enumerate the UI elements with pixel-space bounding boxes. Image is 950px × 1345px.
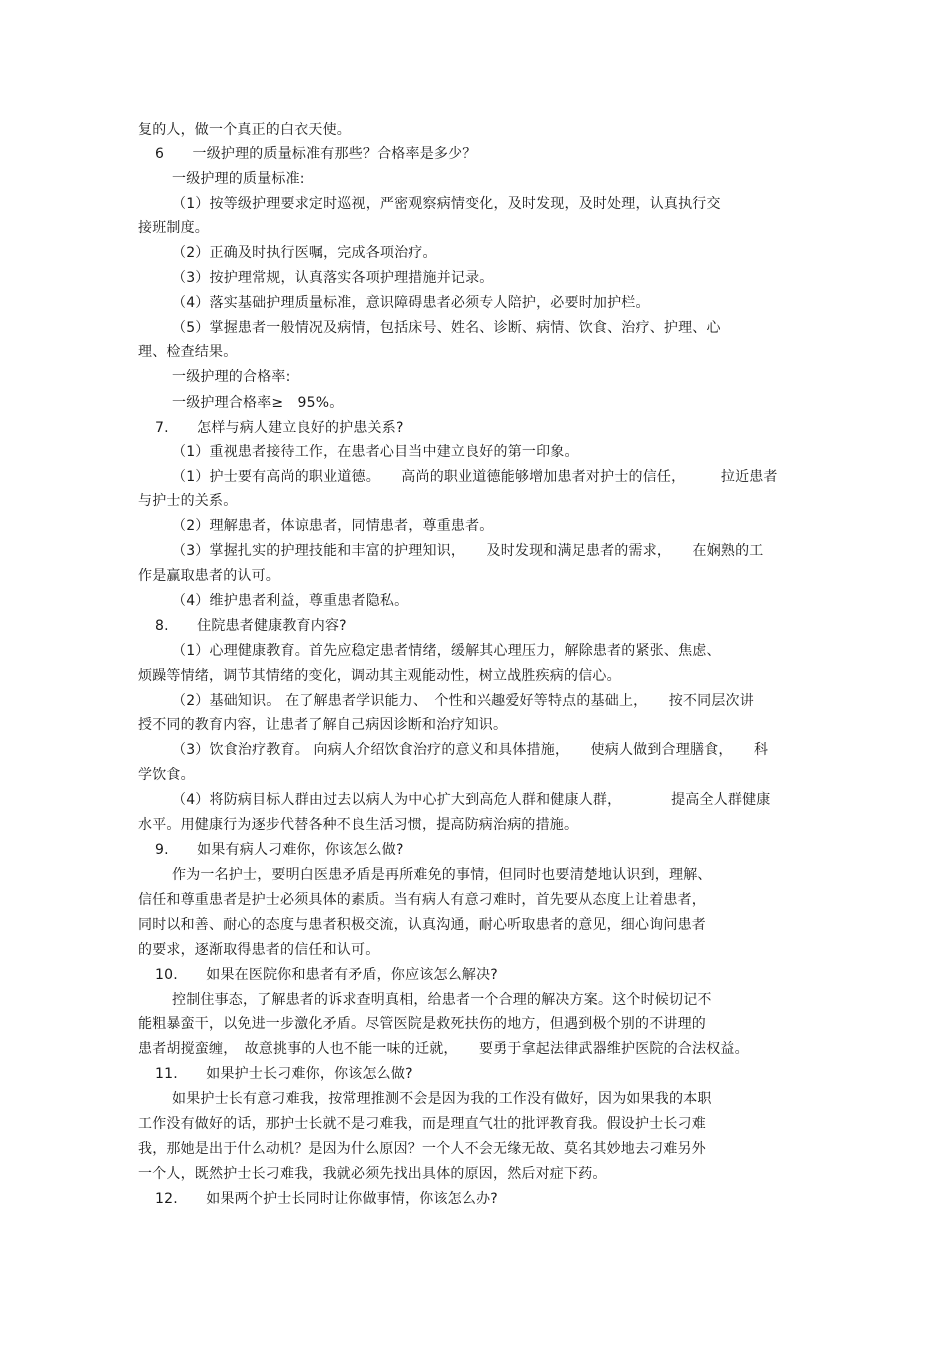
text-line: （1）心理健康教育。首先应稳定患者情绪，缓解其心理压力，解除患者的紧张、焦虑、 xyxy=(172,643,721,659)
text-line: 授不同的教育内容，让患者了解自己病因诊断和治疗知识。 xyxy=(138,717,508,733)
text-line: 作为一名护士，要明白医患矛盾是再所难免的事情，但同时也要清楚地认识到，理解、 xyxy=(172,867,712,883)
text-line: 烦躁等情绪，调节其情绪的变化，调动其主观能动性，树立战胜疾病的信心。 xyxy=(138,668,621,684)
text-line: 作是赢取患者的认可。 xyxy=(138,568,280,584)
text-line: 同时以和善、耐心的态度与患者积极交流，认真沟通，耐心听取患者的意见，细心询问患者 xyxy=(138,917,706,933)
text-line: 能粗暴蛮干，以免进一步激化矛盾。尽管医院是救死扶伤的地方，但遇到极个别的不讲理的 xyxy=(138,1016,706,1032)
text-line: 水平。用健康行为逐步代替各种不良生活习惯，提高防病治病的措施。 xyxy=(138,817,579,833)
text-line: （2）基础知识。 在了解患者学识能力、 个性和兴趣爱好等特点的基础上， 按不同层次讲 xyxy=(172,693,754,709)
question-6: 6 一级护理的质量标准有那些？合格率是多少？ xyxy=(155,146,477,162)
text-line: 患者胡搅蛮缠， 故意挑事的人也不能一味的迁就， 要勇于拿起法律武器维护医院的合法权益。 xyxy=(138,1041,749,1057)
text-line: （1）按等级护理要求定时巡视，严密观察病情变化，及时发现，及时处理，认真执行交 xyxy=(172,196,721,212)
question-12: 12. 如果两个护士长同时让你做事情，你该怎么办? xyxy=(155,1191,498,1207)
text-line: （4）维护患者利益，尊重患者隐私。 xyxy=(172,593,409,609)
text-line: 工作没有做好的话，那护士长就不是刁难我，而是理直气壮的批评教育我。假设护士长刁难 xyxy=(138,1116,706,1132)
question-9: 9. 如果有病人刁难你，你该怎么做? xyxy=(155,842,404,858)
text-line: 一个人，既然护士长刁难我，我就必须先找出具体的原因，然后对症下药。 xyxy=(138,1166,607,1182)
text-line: （1）护士要有高尚的职业道德。 高尚的职业道德能够增加患者对护士的信任， 拉近患者 xyxy=(172,469,778,485)
text-line: 一级护理合格率≥ 95%。 xyxy=(172,395,344,411)
text-line: （5）掌握患者一般情况及病情，包括床号、姓名、诊断、病情、饮食、治疗、护理、心 xyxy=(172,320,721,336)
question-11: 11. 如果护士长刁难你，你该怎么做? xyxy=(155,1066,413,1082)
text-line: 一级护理的质量标准: xyxy=(172,171,305,187)
text-line: 一级护理的合格率: xyxy=(172,369,291,385)
text-line: 信任和尊重患者是护士必须具体的素质。当有病人有意刁难时，首先要从态度上让着患者， xyxy=(138,892,706,908)
question-7: 7. 怎样与病人建立良好的护患关系? xyxy=(155,420,404,436)
text-line: （3）按护理常规，认真落实各项护理措施并记录。 xyxy=(172,270,494,286)
text-line: 复的人，做一个真正的白衣天使。 xyxy=(138,122,351,138)
question-10: 10. 如果在医院你和患者有矛盾，你应该怎么解决? xyxy=(155,967,498,983)
text-line: 我，那她是出于什么动机？是因为什么原因？一个人不会无缘无故、莫名其妙地去刁难另外 xyxy=(138,1141,706,1157)
text-line: （4）落实基础护理质量标准，意识障碍患者必须专人陪护，必要时加护栏。 xyxy=(172,295,650,311)
text-line: 控制住事态，了解患者的诉求查明真相，给患者一个合理的解决方案。这个时候切记不 xyxy=(172,992,712,1008)
text-line: （4）将防病目标人群由过去以病人为中心扩大到高危人群和健康人群， 提高全人群健康 xyxy=(172,792,771,808)
text-line: 如果护士长有意刁难我，按常理推测不会是因为我的工作没有做好，因为如果我的本职 xyxy=(172,1091,712,1107)
text-line: （2）理解患者，体谅患者，同情患者，尊重患者。 xyxy=(172,518,494,534)
text-line: 理、检查结果。 xyxy=(138,344,238,360)
question-8: 8. 住院患者健康教育内容? xyxy=(155,618,347,634)
text-line: 的要求，逐渐取得患者的信任和认可。 xyxy=(138,942,380,958)
text-line: （3）掌握扎实的护理技能和丰富的护理知识， 及时发现和满足患者的需求， 在娴熟的工 xyxy=(172,543,764,559)
text-line: 学饮食。 xyxy=(138,767,195,783)
text-line: （3）饮食治疗教育。 向病人介绍饮食治疗的意义和具体措施， 使病人做到合理膳食， 科 xyxy=(172,742,769,758)
text-line: （2）正确及时执行医嘱，完成各项治疗。 xyxy=(172,245,437,261)
text-line: （1）重视患者接待工作，在患者心目当中建立良好的第一印象。 xyxy=(172,444,579,460)
text-line: 与护士的关系。 xyxy=(138,493,238,509)
text-line: 接班制度。 xyxy=(138,220,209,236)
